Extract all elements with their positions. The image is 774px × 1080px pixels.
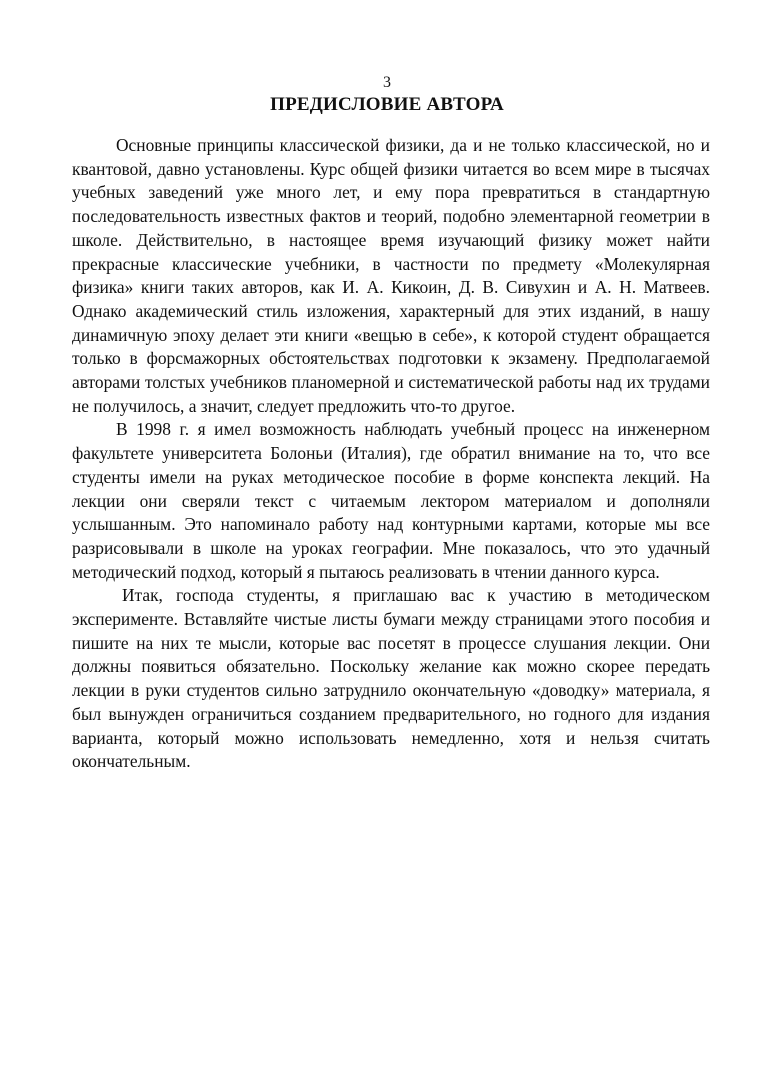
page-title: ПРЕДИСЛОВИЕ АВТОРА	[270, 94, 504, 115]
paragraph: В 1998 г. я имел возможность наблюдать учебный процесс на инженерном факультете университета Болоньи (Италия), где обратил внимание на то, что все студенты имели на руках методическое пособие в форме конспекта лекций. На лекции они сверяли текст с читаемым лектором материалом и дополняли услышанным. Это напоминало работу над контурными картами, которые мы все разрисовывали в школе на уроках географии. Мне показалось, что это удачный методический подход, который я пытаюсь реализовать в чтении данного курса.	[72, 419, 710, 582]
body-text	[72, 134, 710, 774]
page-number: 3	[383, 74, 391, 91]
paragraph: Основные принципы классической физики, да и не только классической, но и квантовой, давно установлены. Курс общей физики читается во всем мире в тысячах учебных заведений уже много лет, и ему пора превратиться в стандартную последовательность известных фактов и теорий, подобно элементарной геометрии в школе. Действительно, в настоящее время изучающий физику может найти прекрасные классические учебники, в частности по предмету «Молекулярная физика» книги таких авторов, как И. А. Кикоин, Д. В. Сивухин и А. Н. Матвеев. Однако академический стиль изложения, характерный для этих изданий, в нашу динамичную эпоху делает эти книги «вещью в себе», к которой студент обращается только в форсмажорных обстоятельствах подготовки к экзамену. Предполагаемой авторами толстых учебников планомерной и систематической работы над их трудами не получилось, а значит, следует предложить что-то другое.	[72, 135, 710, 416]
paragraph: Итак, господа студенты, я приглашаю вас к участию в методическом эксперименте. Вставляйте чистые листы бумаги между страницами этого пособия и пишите на них те мысли, которые вас посетят в процессе слушания лекции. Они должны появиться обязательно. Поскольку желание как можно скорее передать лекции в руки студентов сильно затруднило окончательную «доводку» материала, я был вынужден ограничиться созданием предварительного, но годного для издания варианта, который можно использовать немедленно, хотя и нельзя считать окончательным.	[72, 585, 710, 772]
